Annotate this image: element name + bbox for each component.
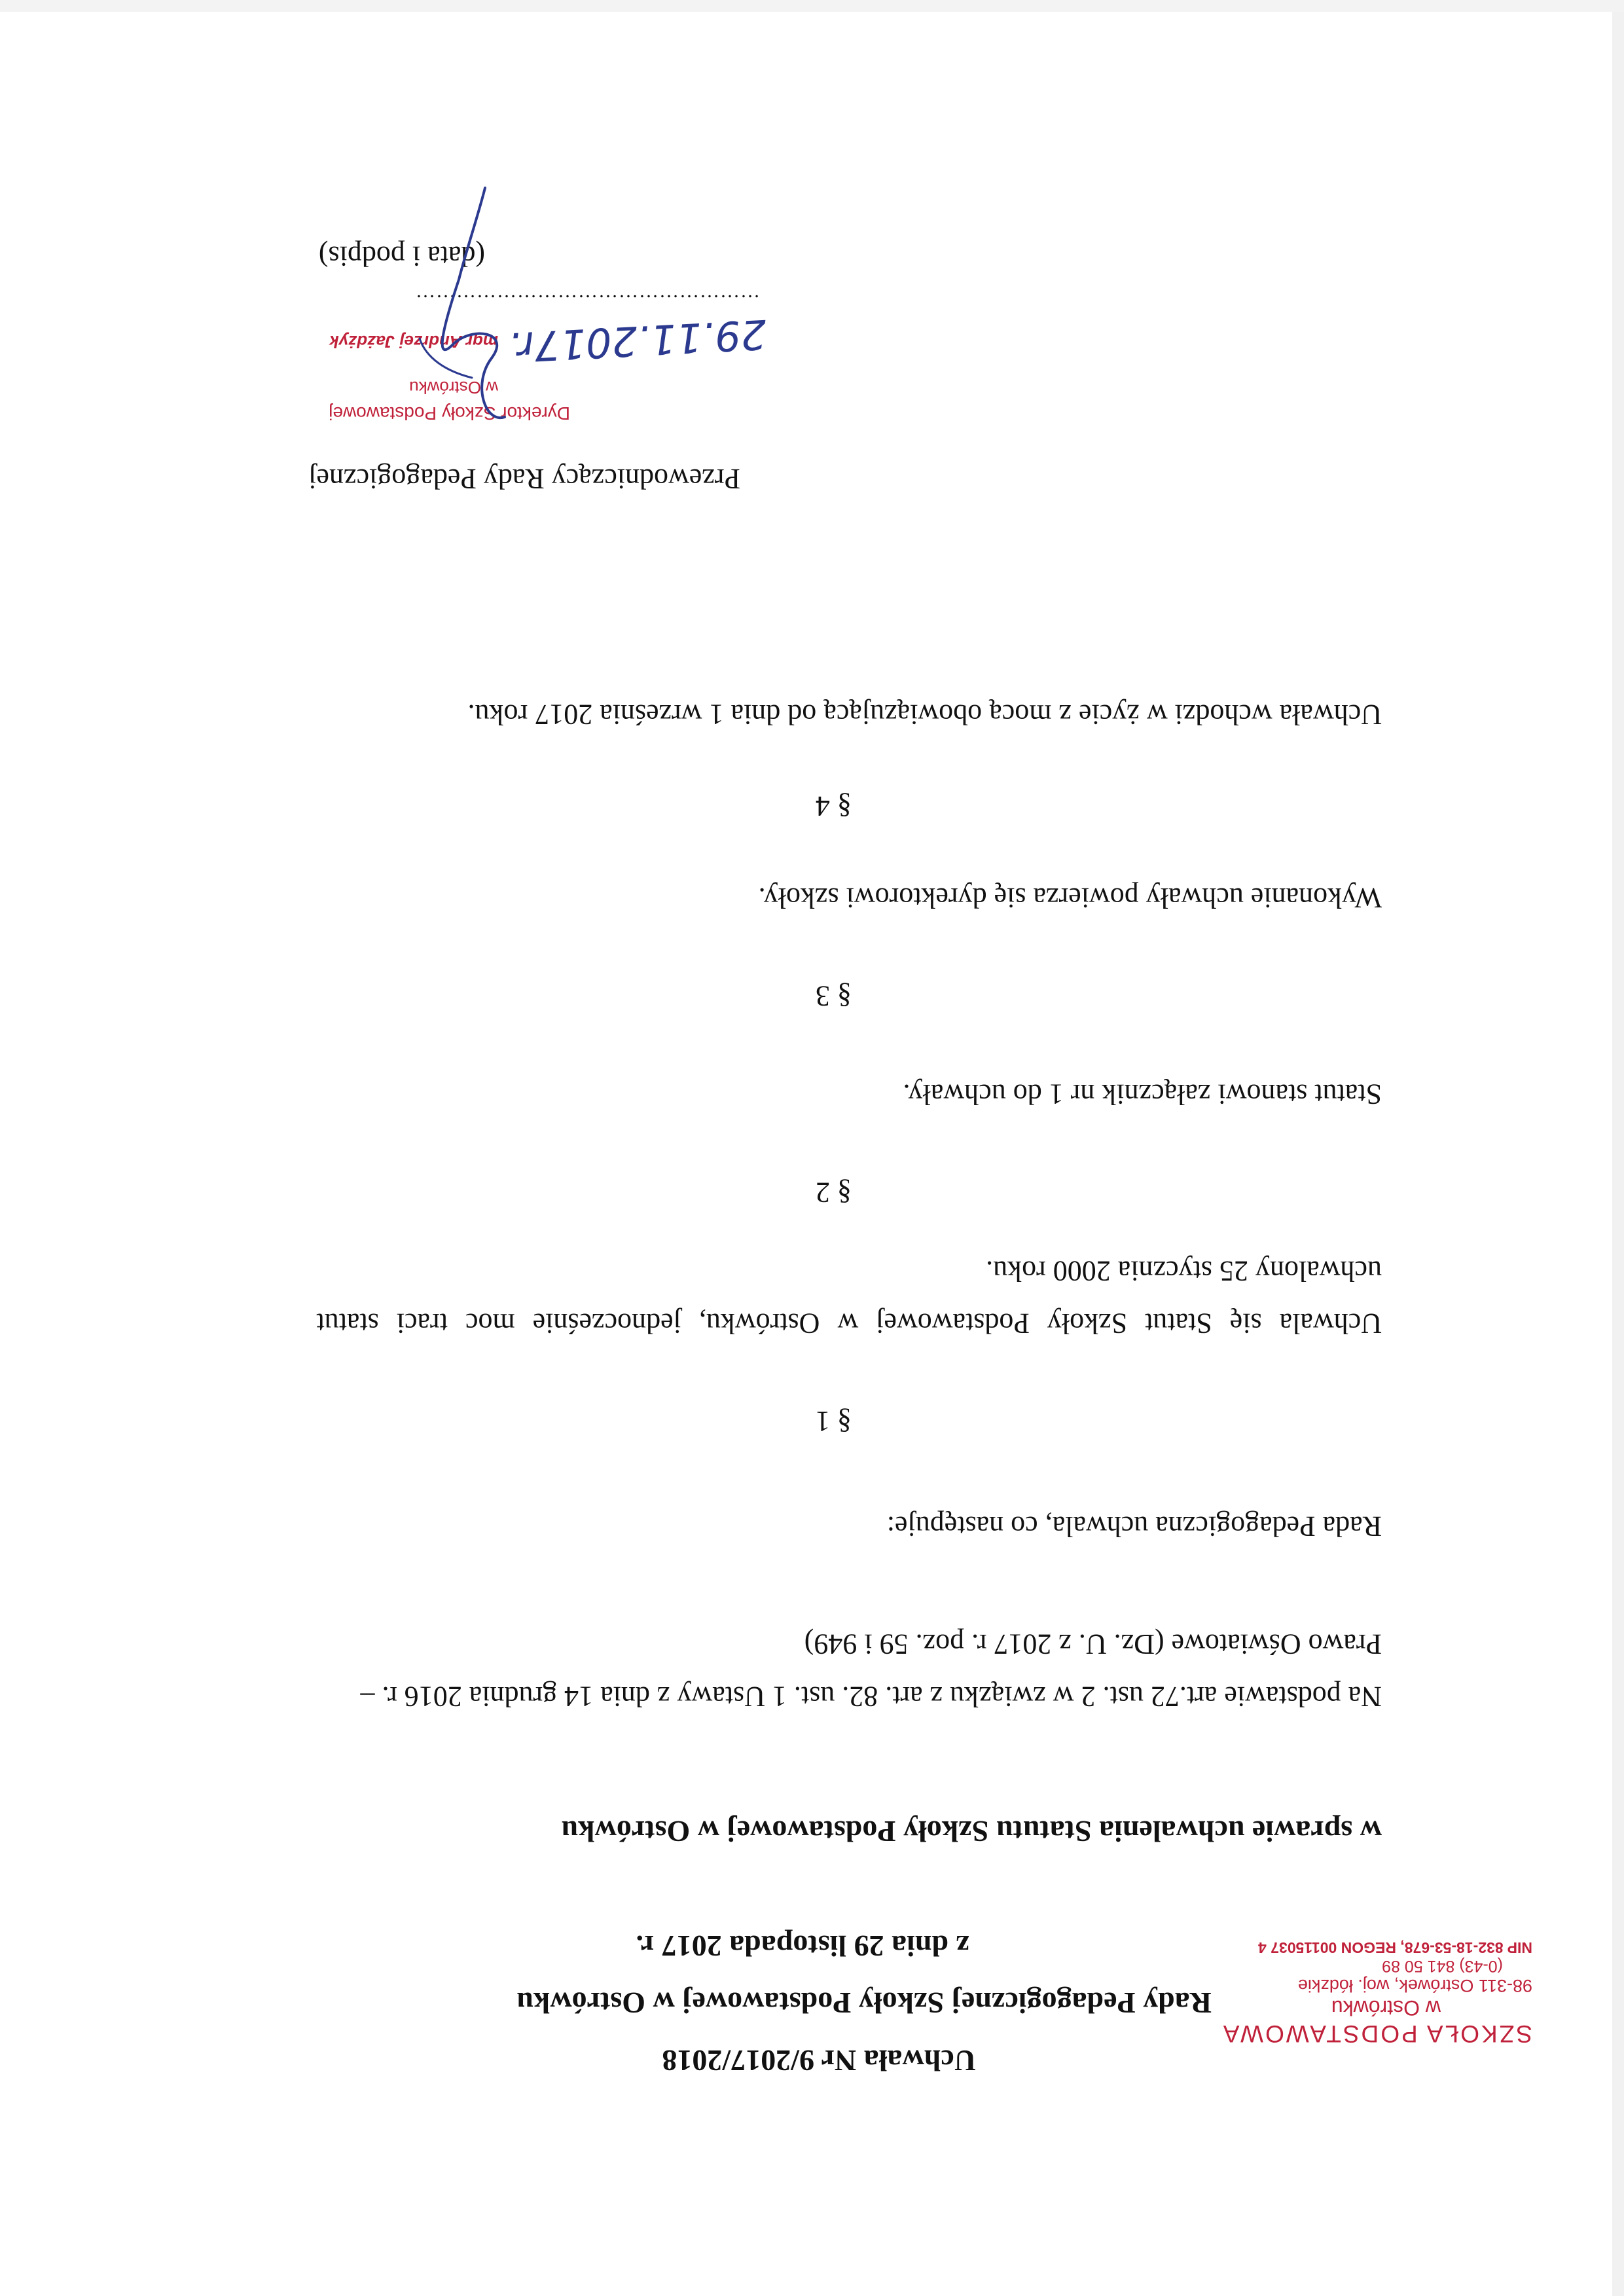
signature-caption: (data i podpis)	[318, 240, 485, 272]
director-stamp-line-3: mgr Andrzej Jażdżyk	[329, 332, 498, 352]
section-2-text: Statut stanowi załącznik nr 1 do uchwały.	[903, 1078, 1382, 1110]
scan-edge-bottom	[0, 0, 1624, 12]
resolution-date: z dnia 29 listopada 2017 r.	[636, 1929, 969, 1963]
handwritten-date: 29.11.2017r.	[507, 310, 768, 372]
stamp-tax-ids: NIP 832-18-53-678, REGON 00115037 4	[1258, 1939, 1532, 1956]
resolution-intro: Rada Pedagogiczna uchwala, co następuje:	[886, 1510, 1382, 1542]
resolution-issuer: Rady Pedagogicznej Szkoły Podstawowej w Ostrówku	[516, 1986, 1212, 2020]
director-stamp-line-1: Dyrektor Szkoły Podstawowej	[329, 403, 570, 424]
section-1-line-2: uchwalony 25 stycznia 2000 roku.	[986, 1255, 1382, 1287]
section-1-line-1: Uchwala się Statut Szkoły Podstawowej w Ostrówku, jednocześnie moc traci statut	[316, 1307, 1382, 1339]
director-stamp-line-2: w Ostrówku	[409, 378, 498, 397]
stamp-school-name: SZKOŁA PODSTAWOWA	[1221, 2020, 1532, 2047]
stamp-locality: w Ostrówku	[1331, 1996, 1441, 2020]
resolution-subject: w sprawie uchwalenia Statutu Szkoły Podstawowej w Ostrówku	[561, 1815, 1382, 1848]
section-4-heading: § 4	[816, 790, 852, 822]
scan-edge-left	[1612, 0, 1624, 2296]
resolution-title: Uchwała Nr 9/2017/2018	[662, 2044, 976, 2077]
legal-basis-line-2: Prawo Oświatowe (Dz. U. z 2017 r. poz. 59 i 949)	[804, 1628, 1382, 1660]
section-4-text: Uchwała wchodzi w życie z mocą obowiązującą od dnia 1 września 2017 roku.	[467, 699, 1382, 731]
section-3-heading: § 3	[816, 980, 852, 1012]
section-1-heading: § 1	[816, 1406, 852, 1438]
section-2-heading: § 2	[816, 1176, 852, 1209]
chairperson-role: Przewodniczący Rady Pedagogicznej	[308, 463, 740, 495]
signature-dots: ……………………………………………	[415, 291, 760, 312]
stamp-phone: (0-43) 841 50 89	[1382, 1957, 1503, 1975]
stamp-address: 98-311 Ostrówek, woj. łódzkie	[1297, 1976, 1532, 1995]
legal-basis-line-1: Na podstawie art.72 ust. 2 w związku z art. 82. ust. 1 Ustawy z dnia 14 grudnia 2016 r. –	[360, 1681, 1382, 1713]
section-3-text: Wykonanie uchwały powierza się dyrektorowi szkoły.	[758, 882, 1382, 914]
